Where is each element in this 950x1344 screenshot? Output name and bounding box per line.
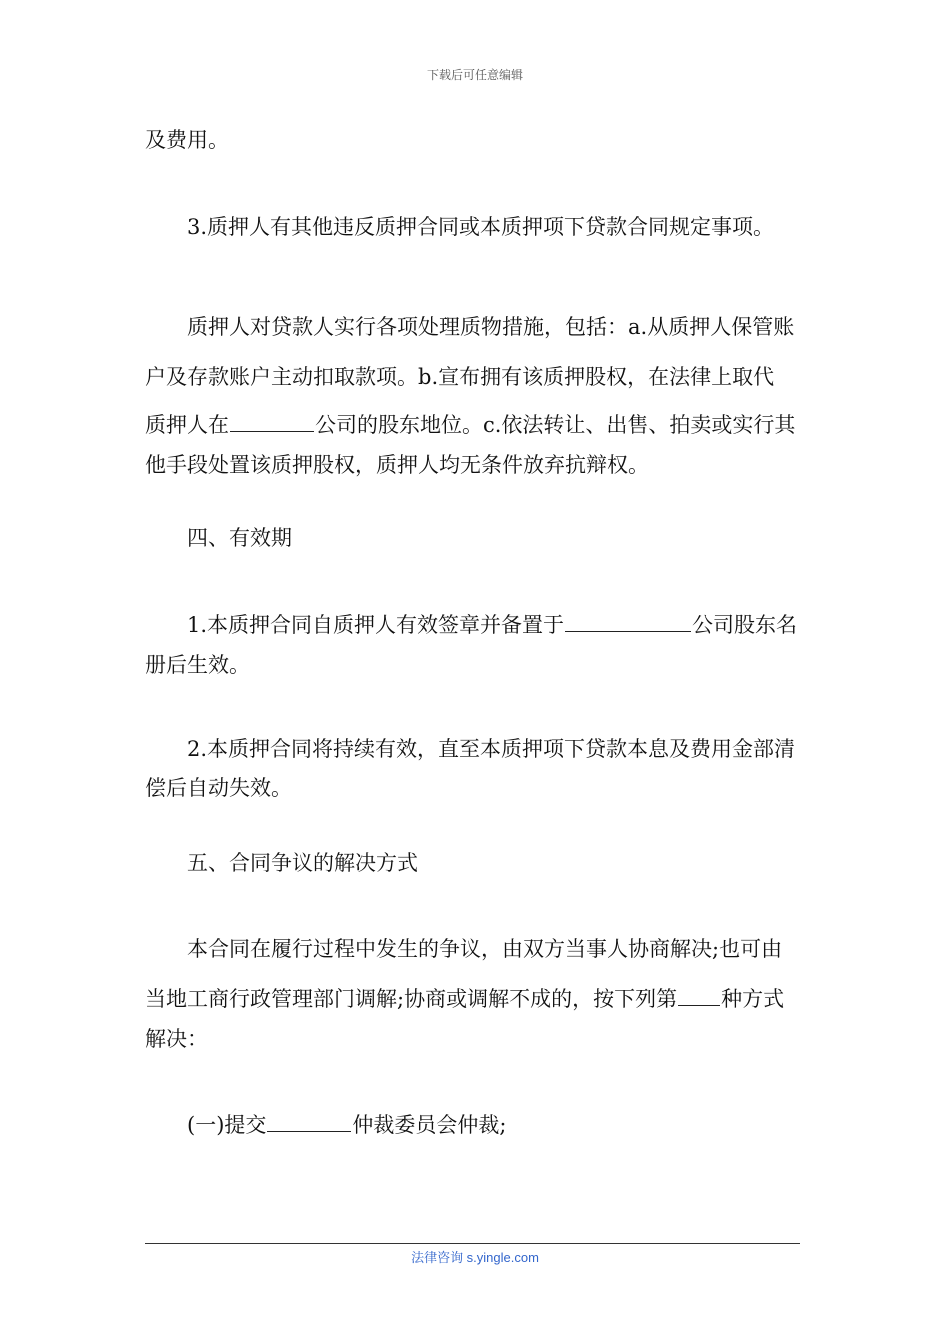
paragraph-line: 及费用。 <box>145 128 229 152</box>
paragraph-line: 解决： <box>145 1027 208 1051</box>
footer-link[interactable]: 法律咨询 s.yingle.com <box>411 1250 539 1265</box>
paragraph-line <box>145 983 807 1013</box>
text-fragment: 质押人在 <box>145 413 229 437</box>
text-fragment: 当地工商行政管理部门调解;协商或调解不成的，按下列第 <box>145 987 678 1011</box>
text-fragment: 仲裁委员会仲裁; <box>352 1113 507 1137</box>
paragraph-line: 偿后自动失效。 <box>145 776 292 800</box>
paragraph-line: 册后生效。 <box>145 653 250 677</box>
text-fragment: 种方式 <box>721 987 785 1011</box>
clause-3: 3.质押人有其他违反质押合同或本质押项下贷款合同规定事项。 <box>187 215 775 239</box>
fill-in-blank <box>565 611 691 632</box>
paragraph-line: 本合同在履行过程中发生的争议，由双方当事人协商解决;也可由 <box>187 937 783 961</box>
paragraph-line: 质押人对贷款人实行各项处理质物措施，包括：a.从质押人保管账 <box>187 315 795 339</box>
text-fragment: (一)提交 <box>187 1113 267 1137</box>
text-fragment: 公司的股东地位。c.依法转让、出售、拍卖或实行其 <box>315 413 796 437</box>
fill-in-blank <box>678 985 720 1006</box>
section-heading: 四、有效期 <box>187 526 292 550</box>
section-heading: 五、合同争议的解决方式 <box>187 851 418 875</box>
fill-in-blank <box>230 411 314 432</box>
page-header: 下载后可任意编辑 <box>426 68 523 82</box>
paragraph-line <box>187 609 849 639</box>
fill-in-blank <box>267 1111 351 1132</box>
paragraph-line <box>187 1109 849 1139</box>
paragraph-line <box>145 409 807 439</box>
paragraph-line: 户及存款账户主动扣取款项。b.宣布拥有该质押股权，在法律上取代 <box>145 365 775 389</box>
footer-divider <box>145 1243 800 1244</box>
text-fragment: 1.本质押合同自质押人有效签章并备置于 <box>187 613 565 637</box>
paragraph-line: 2.本质押合同将持续有效，直至本质押项下贷款本息及费用金部清 <box>187 737 796 761</box>
paragraph-line: 他手段处置该质押股权，质押人均无条件放弃抗辩权。 <box>145 453 649 477</box>
text-fragment: 公司股东名 <box>692 613 798 637</box>
